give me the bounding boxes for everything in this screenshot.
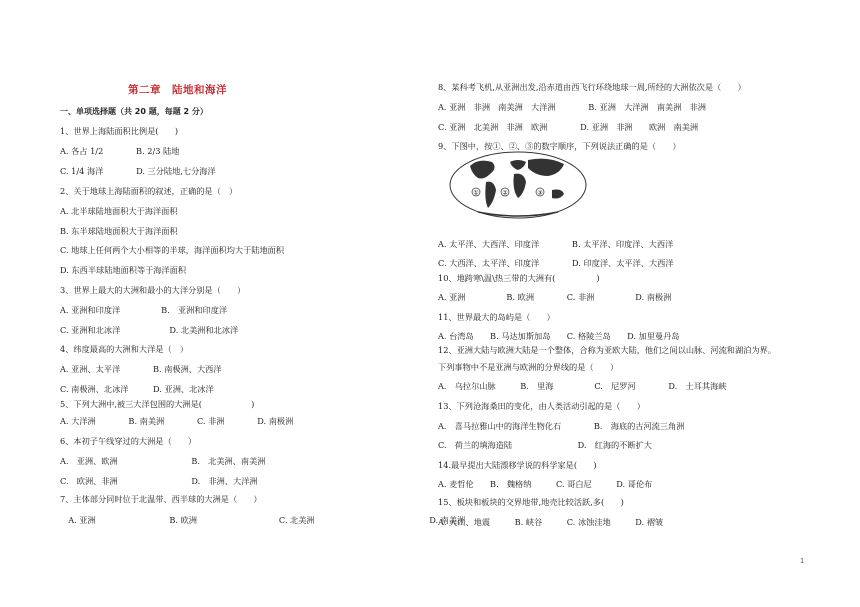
left-line: D. 东西半球陆地面积等于海洋面积 [60,265,187,275]
right-line: A. 台湾岛 B. 马达加斯加岛 C. 格陵兰岛 D. 加里曼丹岛 [438,331,680,341]
right-line: A. 麦哲伦 B. 魏格纳 C. 哥白尼 D. 哥伦布 [438,479,653,489]
left-line: A. 各占 1/2 B. 2/3 陆地 [60,146,180,156]
right-line: A. 亚洲 非洲 南美洲 大洋洲 B. 亚洲 大洋洲 南美洲 非洲 [438,102,706,112]
world-map-figure [448,150,588,220]
right-line: 9、下图中，按①、②、③的数字顺序，下列说法正确的是（ ） [438,141,681,151]
right-line: 12、亚洲大陆与欧洲大陆是一个整体，合称为亚欧大陆，他们之间以山脉、河流和湖泊为界。 [438,345,776,355]
left-line: A. 北半球陆地面积大于海洋面积 [60,206,178,216]
left-line: 7、主体部分同时位于北温带、西半球的大洲是（ ） [60,494,262,504]
right-line: 13、下列沧海桑田的变化，由人类活动引起的是（ ） [438,401,645,411]
left-line: 6、本初子午线穿过的大洲是（ ） [60,436,197,446]
left-line: 2、关于地球上海陆面积的叙述，正确的是（ ） [60,186,238,196]
left-line: C. 1/4 海洋 D. 三分陆地,七分海洋 [60,166,216,176]
right-line: 14.最早提出大陆漂移学说的科学家是( ) [438,460,597,470]
left-line: 5、下列大洲中,被三大洋包围的大洲是( ) [60,399,255,409]
left-line: 3、世界上最大的大洲和最小的大洋分别是（ ） [60,285,246,295]
right-line: A. 亚洲 B. 欧洲 C. 非洲 D. 南极洲 [438,292,672,302]
chapter-title: 第二章 陆地和海洋 [128,84,227,96]
left-line: A. 亚洲、欧洲 B. 北美洲、南美洲 [60,456,266,466]
map-label-1: ① [473,189,479,197]
right-line: A. 火山、地震 B. 峡谷 C. 冰蚀洼地 D. 褶皱 [438,517,664,527]
left-line: A. 大洋洲 B. 南美洲 C. 非洲 D. 南极洲 [60,416,294,426]
right-line: 10、地跨寒\温\热三带的大洲有( ) [438,273,600,283]
right-line: C. 亚洲 北美洲 非洲 欧洲 D. 亚洲 非洲 欧洲 南美洲 [438,122,699,132]
left-line: A. 亚洲、太平洋 B. 南极洲、大西洋 [60,364,222,374]
right-line: 8、某科考飞机,从亚洲出发,沿赤道由西飞行环绕地球一周,所经的大洲依次是（ ） [438,82,746,92]
left-line: 4、纬度最高的大洲和大洋是（ ） [60,344,189,354]
map-label-3: ③ [537,189,543,197]
right-line: C. 荷兰的填海造陆 D. 红海的不断扩大 [438,440,652,450]
right-line: A. 喜马拉雅山中的海洋生物化石 B. 海底的古河流三角洲 [438,421,685,431]
left-line: C. 亚洲和北冰洋 D. 北美洲和北冰洋 [60,325,239,335]
left-line: B. 东半球陆地面积大于海洋面积 [60,226,178,236]
right-line: A. 乌拉尔山脉 B. 里海 C. 尼罗河 D. 土耳其海峡 [438,381,727,391]
left-line: 1、世界上海陆面积比例是( ) [60,126,179,136]
left-line: C. 地球上任何两个大小相等的半球，海洋面积均大于陆地面积 [60,245,285,255]
right-line: A. 太平洋、大西洋、印度洋 B. 太平洋、印度洋、大西洋 [438,239,674,249]
right-line: 下列事物中不是亚洲与欧洲的分界线的是（ ） [438,362,619,372]
world-map-svg [448,150,588,222]
right-line: C. 大西洋、太平洋、印度洋 D. 印度洋、太平洋、大西洋 [438,258,674,268]
right-line: 15、板块和板块的交界地带,地壳比较活跃,多( ) [438,497,624,507]
left-line: A. 亚洲 B. 欧洲 C. 北美洲 D. 南美洲 [60,515,466,525]
right-line: 11、世界最大的岛屿是（ ） [438,312,555,322]
section-heading: 一、单项选择题（共 20 题，每题 2 分） [60,107,208,116]
map-label-2: ② [502,189,508,197]
left-line: C. 欧洲、非洲 D. 非洲、大洋洲 [60,476,258,486]
page-number: 1 [800,558,804,565]
left-line: C. 南极洲、北冰洋 D. 亚洲、北冰洋 [60,384,214,394]
left-line: A. 亚洲和印度洋 B. 亚洲和印度洋 [60,305,228,315]
